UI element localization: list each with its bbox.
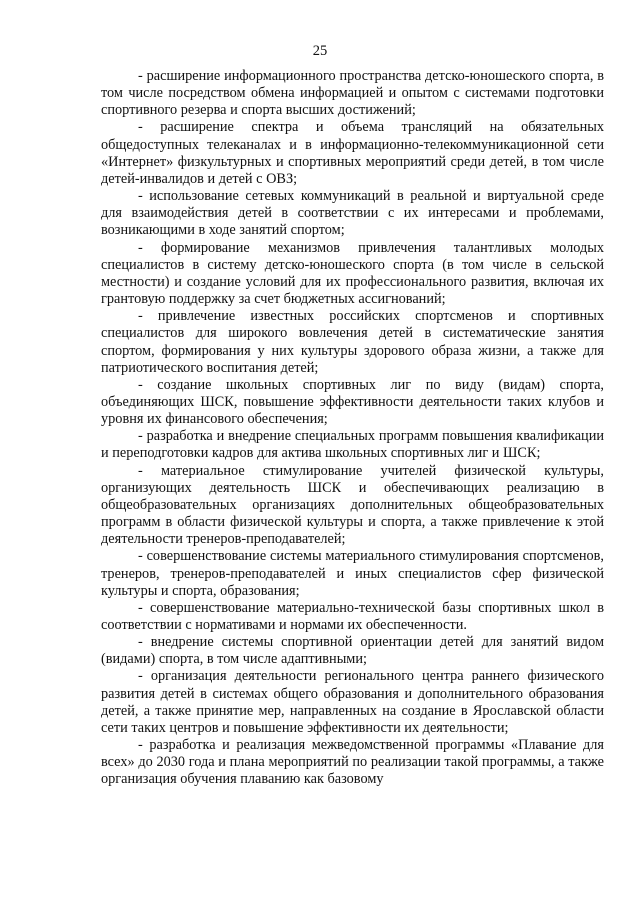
list-item: - совершенствование материально-технической базы спортивных школ в соответствии с нормативами и нормами их обеспеченности. [101,599,604,633]
page-number: 25 [312,43,328,59]
list-item: - формирование механизмов привлечения талантливых молодых специалистов в систему детско-юношеского спорта (в том числе в сельской местности) и создание условий для их профессионального развития, включая их грантовую поддержку за счет бюджетных ассигнований; [101,239,604,308]
list-item: - использование сетевых коммуникаций в реальной и виртуальной среде для взаимодействия детей в соответствии с их интересами и проблемами, возникающими в ходе занятий спортом; [101,188,604,239]
list-item: - совершенствование системы материального стимулирования спортсменов, тренеров, тренеров-преподавателей и иных специалистов сфер физической культуры и спорта, образования; [101,548,604,599]
list-item: - привлечение известных российских спортсменов и спортивных специалистов для широкого вовлечения детей в систематические занятия спортом, формирования у них культуры здорового образа жизни, а также для патриотического воспитания детей; [101,308,604,376]
list-item: - внедрение системы спортивной ориентации детей для занятий видом (видами) спорта, в том числе адаптивными; [101,634,604,668]
list-item: - расширение спектра и объема трансляций на обязательных общедоступных телеканалах и в информационно-телекоммуникационной сети «Интернет» физкультурных и спортивных мероприятий среди детей, в том числе детей-инвалидов и детей с ОВЗ; [101,119,604,187]
list-item: - создание школьных спортивных лиг по виду (видам) спорта, объединяющих ШСК, повышение эффективности деятельности таких клубов и уровня их финансового обеспечения; [101,376,604,428]
list-item: - организация деятельности регионального центра раннего физического развития детей в системах общего образования и дополнительного образования детей, а также принятие мер, направленных на создание в Ярославской области сети таких центров и повышение эффективности их деятельности; [101,668,604,736]
document-body [101,68,604,789]
list-item: - расширение информационного пространства детско-юношеского спорта, в том числе посредством обмена информацией и опытом с системами подготовки спортивного резерва и спорта высших достижений; [101,68,604,119]
list-item: - разработка и реализация межведомственной программы «Плавание для всех» до 2030 года и плана мероприятий по реализации такой программы, а также организация обучения плаванию как базовому [101,737,604,788]
list-item: - материальное стимулирование учителей физической культуры, организующих деятельность ШСК и обеспечивающих реализацию в общеобразовательных организациях дополнительных общеобразовательных программ в области физической культуры и спорта, а также привлечение к этой деятельности тренеров-преподавателей; [101,462,604,548]
list-item: - разработка и внедрение специальных программ повышения квалификации и переподготовки кадров для актива школьных спортивных лиг и ШСК; [101,428,604,462]
